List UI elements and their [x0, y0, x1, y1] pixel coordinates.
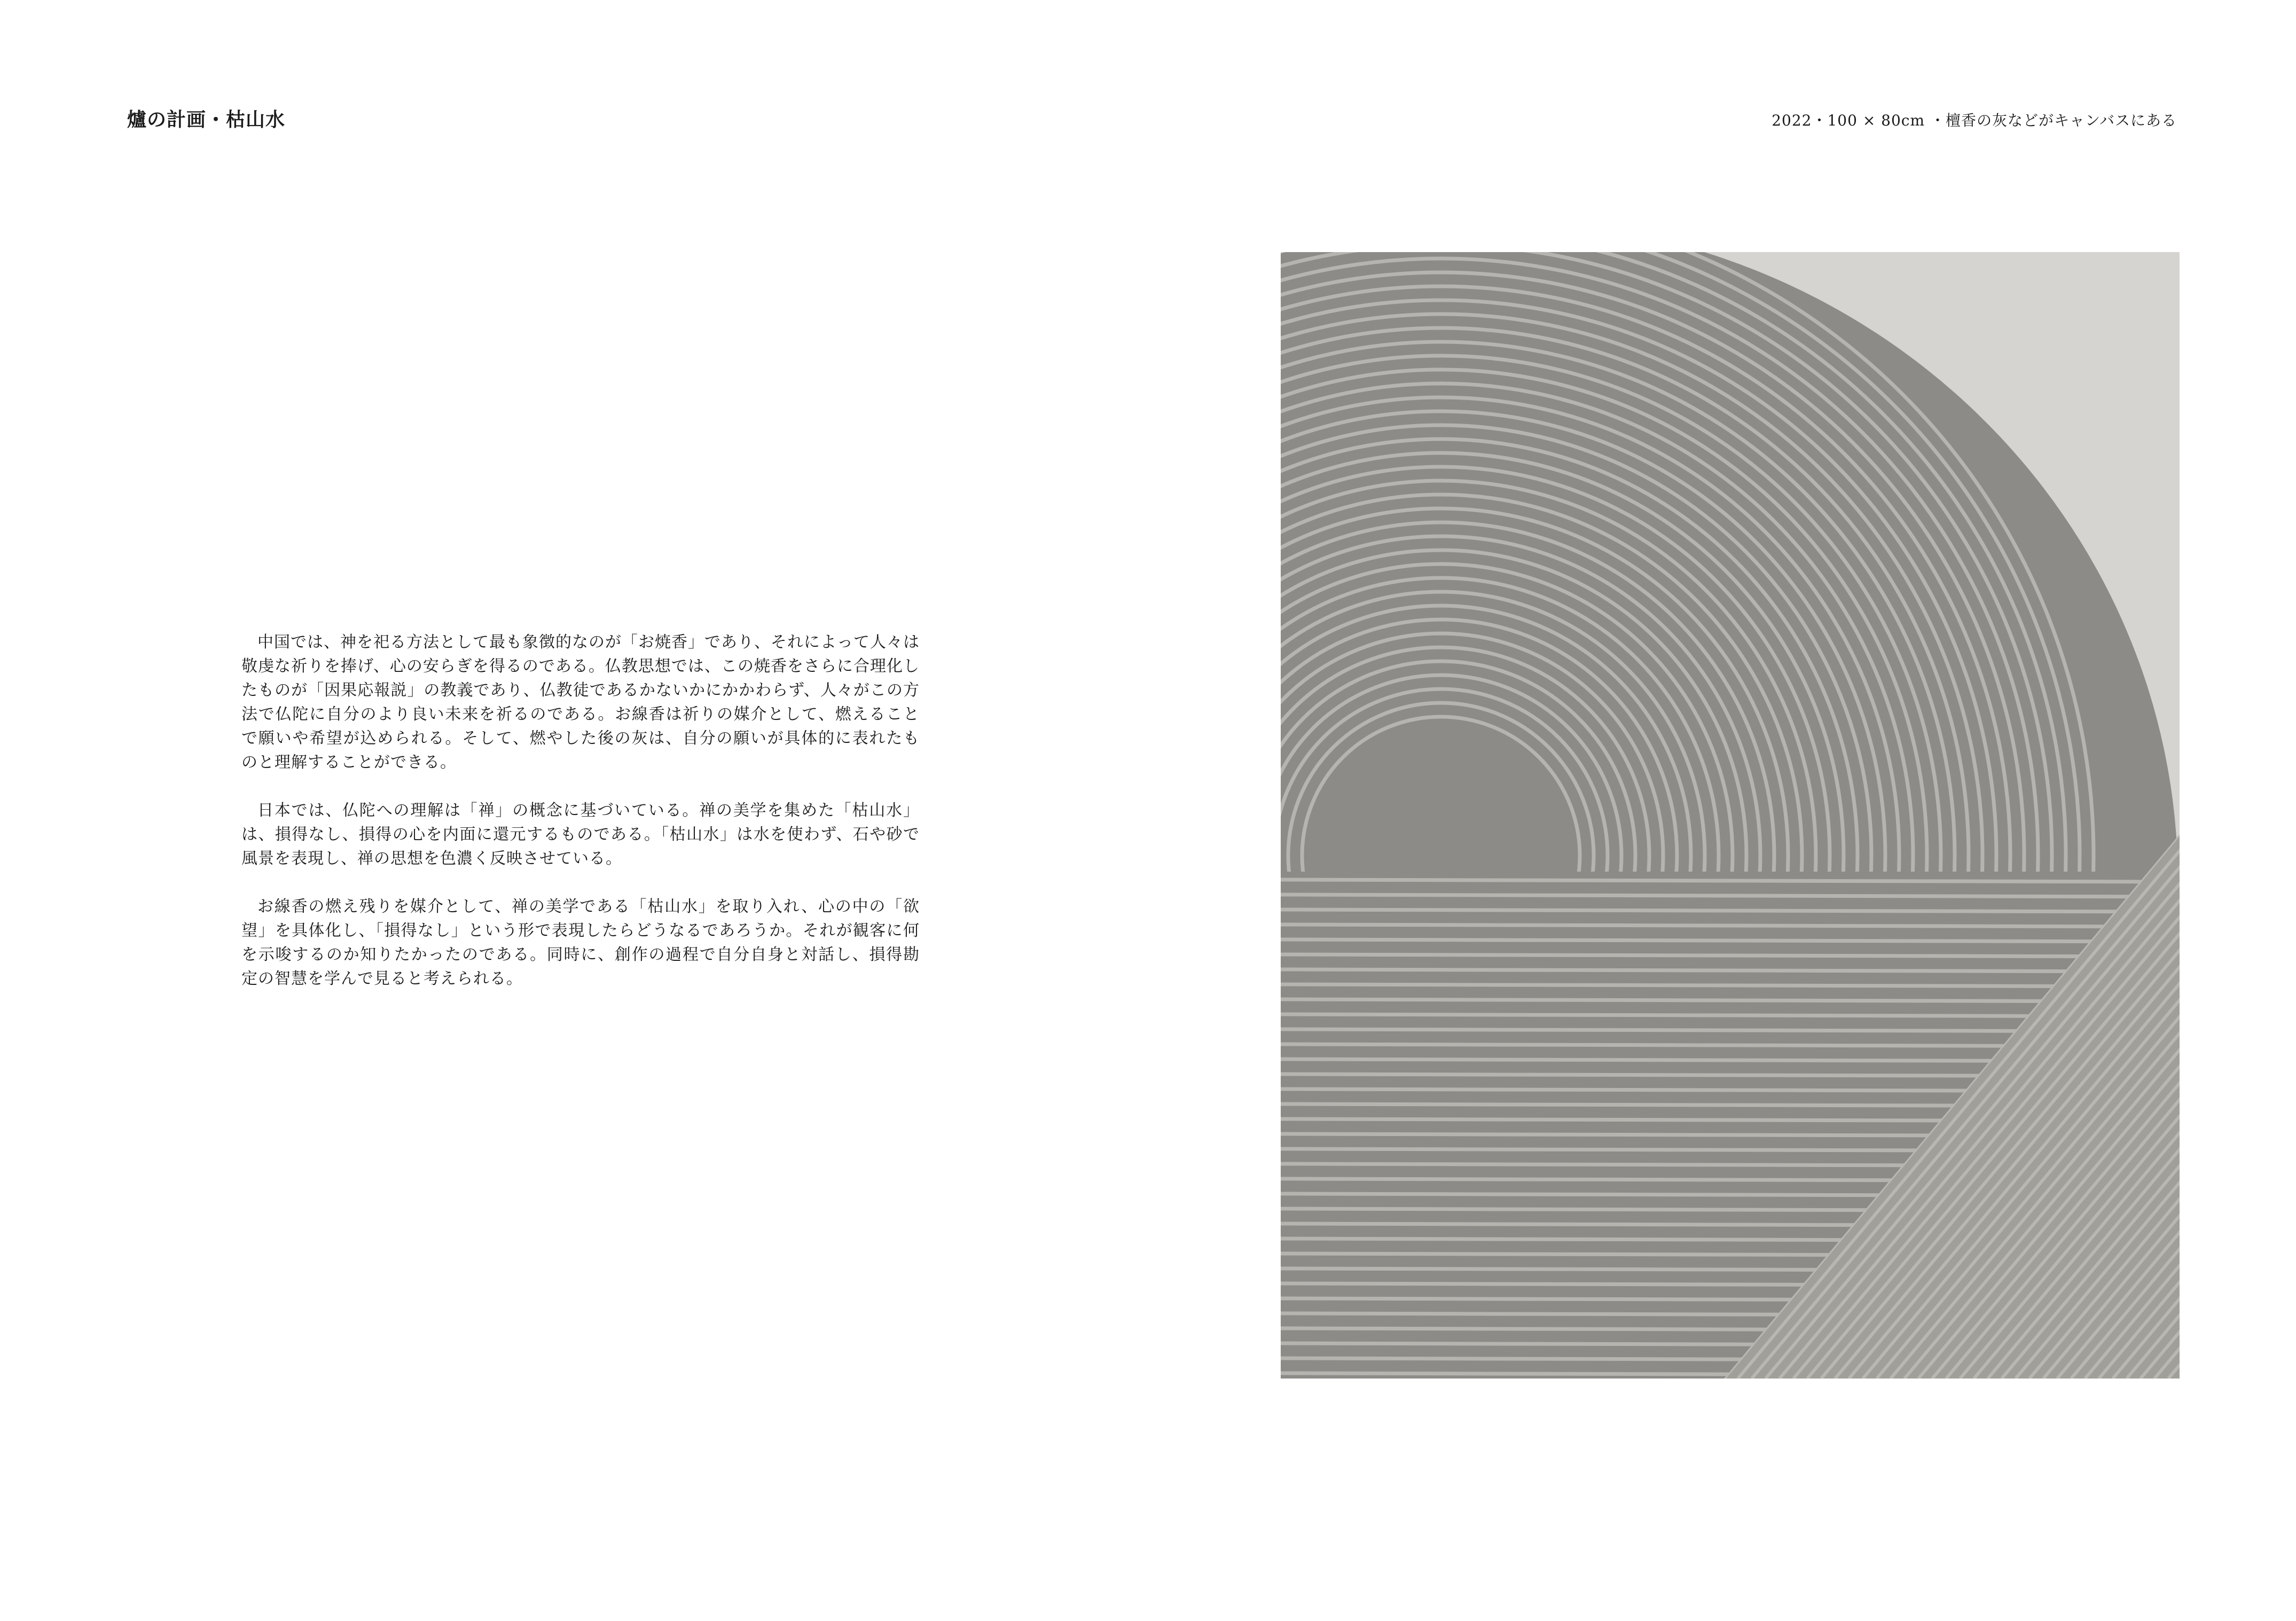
line-groove — [1281, 984, 2180, 986]
artwork-caption: 2022・100 × 80cm ・檀香の灰などがキャンバスにある — [1772, 112, 2177, 129]
artwork-image — [1281, 252, 2180, 1379]
body-text — [241, 630, 920, 1015]
page-title: 爐の計画・枯山水 — [127, 108, 286, 131]
paragraph-3: お線香の燃え残りを媒介として、禅の美学である「枯山水」を取り入れ、心の中の「欲望」を具体化し、「損得なし」という形で表現したらどうなるであろうか。それが観客に何を示唆するのか知りたかったのである。同時に、創作の過程で自分自身と対話し、損得勘定の智慧を学んで見ると考えられる。 — [241, 897, 920, 988]
line-groove — [1281, 954, 2180, 957]
line-groove — [1281, 939, 2180, 942]
paragraph-1: 中国では、神を祀る方法として最も象徴的なのが「お焼香」であり、それによって人々は敬虔な祈りを捧げ、心の安らぎを得るのである。仏教思想では、この焼香をさらに合理化したものが「因果応報説」の教義であり、仏教徒であるかないかにかかわらず、人々がこの方法で仏陀に自分のより良い未来を祈るのである。お線香は祈りの媒介として、燃えることで願いや希望が込められる。そして、燃やした後の灰は、自分の願いが具体的に表れたものと理解することができる。 — [241, 633, 920, 772]
karesansui-artwork — [1281, 252, 2180, 1379]
line-groove — [1281, 910, 2180, 912]
line-groove — [1281, 880, 2180, 882]
paragraph-2: 日本では、仏陀への理解は「禅」の概念に基づいている。禅の美学を集めた「枯山水」は、損得なし、損得の心を内面に還元するものである。「枯山水」は水を使わず、石や砂で風景を表現し、禅の思想を色濃く反映させている。 — [241, 801, 920, 868]
line-groove — [1281, 925, 2180, 927]
line-groove — [1281, 895, 2180, 897]
line-groove — [1281, 969, 2180, 972]
